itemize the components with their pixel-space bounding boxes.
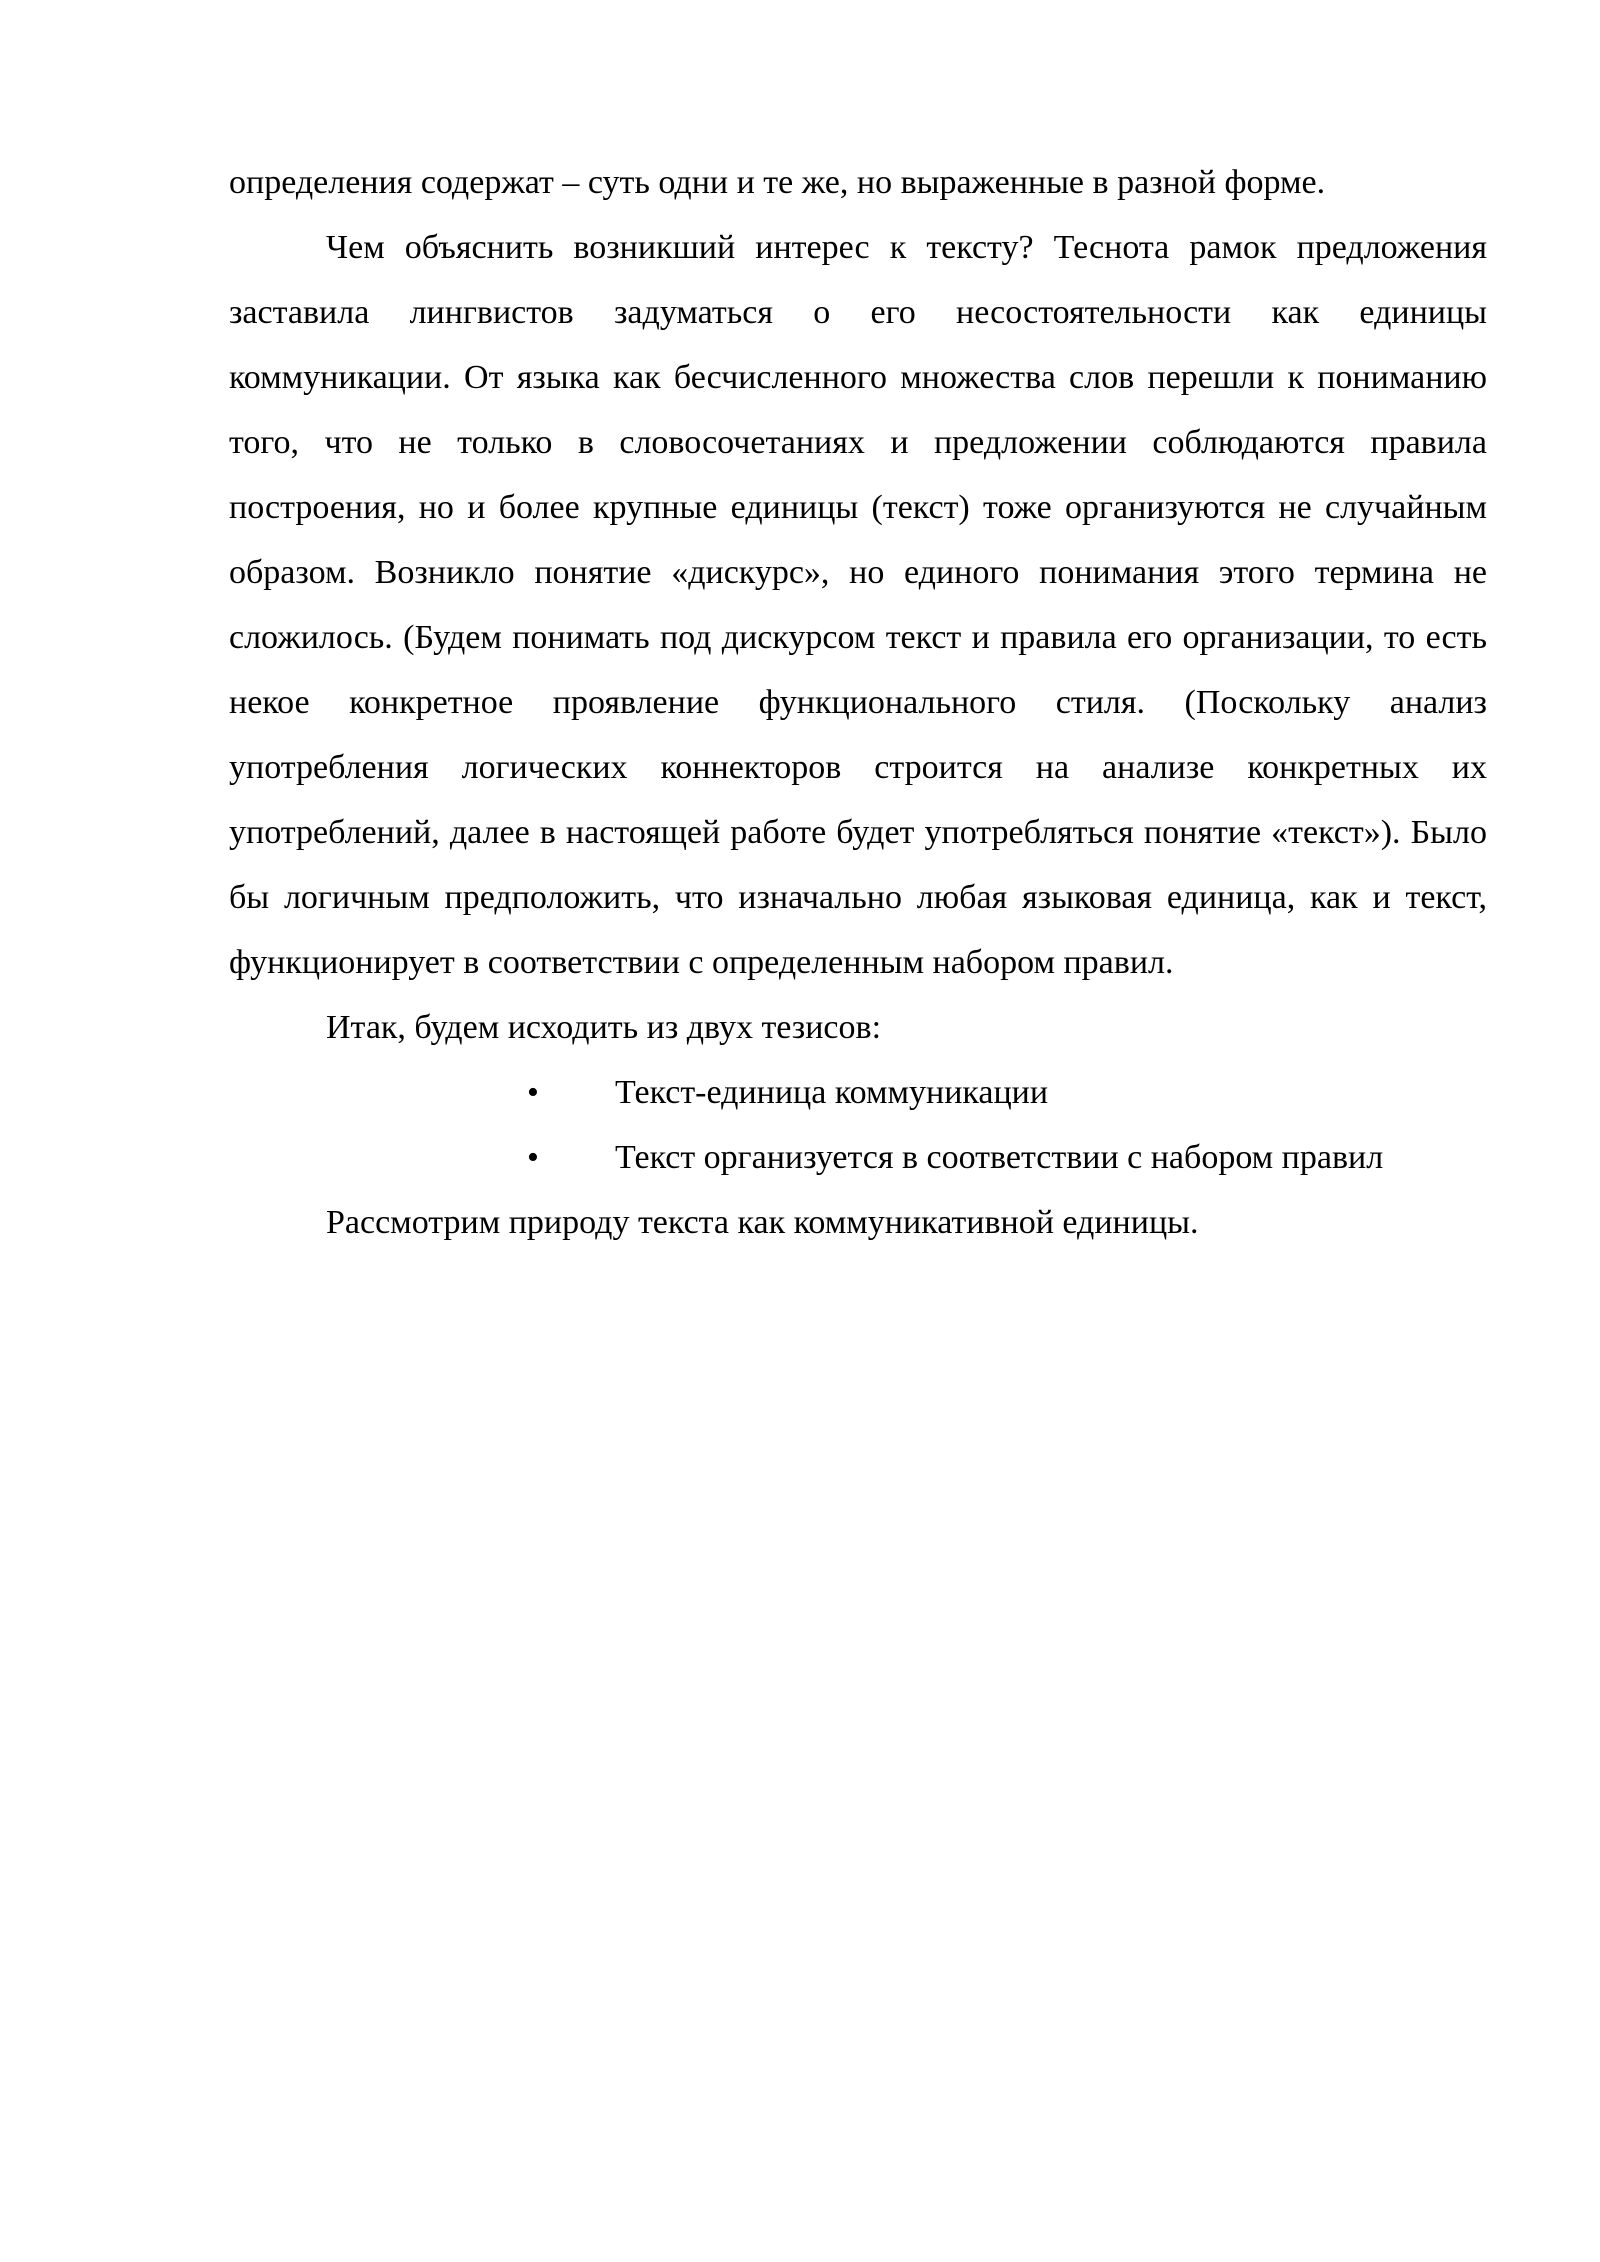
theses-list: [229, 1060, 1487, 1190]
paragraph-text-interest: Чем объяснить возникший интерес к тексту? Теснота рамок предложения заставила лингвистов задуматься о его несостоятельности как единицы коммуникации. От языка как бесчисленного множества слов перешли к пониманию того, что не только в словосочетаниях и предложении соблюдаются правила построения, но и более крупные единицы (текст) тоже организуются не случайным образом. Возникло понятие «дискурс», но единого понимания этого термина не сложилось. (Будем понимать под дискурсом текст и правила его организации, то есть некое конкретное проявление функционального стиля. (Поскольку анализ употребления логических коннекторов строится на анализе конкретных их употреблений, далее в настоящей работе будет употребляться понятие «текст»). Было бы логичным предположить, что изначально любая языковая единица, как и текст, функционирует в соответствии с определенным набором правил.: [229, 229, 1487, 981]
list-item: [229, 1060, 1487, 1125]
list-item-text: Текст-единица коммуникации: [615, 1074, 1049, 1111]
list-item-text: Текст организуется в соответствии с набором правил: [615, 1139, 1384, 1176]
bullet-icon: •: [527, 1074, 539, 1111]
paragraph-closing: Рассмотрим природу текста как коммуникативной единицы.: [326, 1204, 1199, 1241]
paragraph-theses-intro: Итак, будем исходить из двух тезисов:: [326, 1009, 882, 1046]
list-item: [229, 1125, 1487, 1190]
paragraph-continuation: определения содержат – суть одни и те же, но выраженные в разной форме.: [229, 164, 1326, 201]
document-body: [229, 150, 1487, 1255]
bullet-icon: •: [527, 1139, 539, 1176]
